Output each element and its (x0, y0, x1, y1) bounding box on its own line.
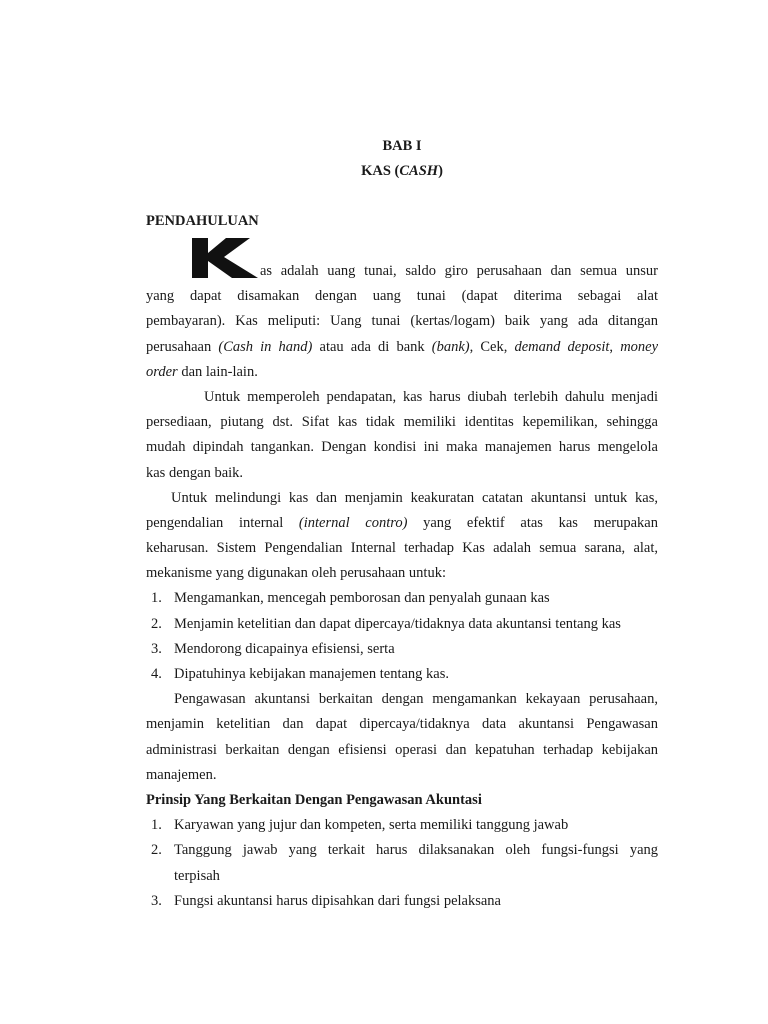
p3-line-3: keharusan. Sistem Pengendalian Internal terhadap Kas adalah semua sarana, alat, (146, 540, 658, 557)
chapter-heading: BAB I (382, 138, 422, 154)
p1-line-2: yang dapat disamakan dengan uang tunai (dapat diterima sebagai alat (146, 288, 658, 305)
p3-line-2: pengendalian internal (internal contro) yang efektif atas kas merupakan (146, 514, 658, 531)
p1-line-5: order dan lain-lain. (146, 363, 258, 380)
p2-line-3: mudah dipindah tangankan. Dengan kondisi ini maka manajemen harus mengelola (146, 439, 658, 456)
list-item: 4. Dipatuhinya kebijakan manajemen tentang kas. (151, 666, 450, 682)
p2-line-2: persediaan, piutang dst. Sifat kas tidak memiliki identitas kepemilikan, sehingga (146, 414, 658, 431)
list-item: 2. Tanggung jawab yang terkait harus dilaksanakan oleh fungsi-fungsi yang (151, 842, 658, 859)
p4-line-1: Pengawasan akuntansi berkaitan dengan mengamankan kekayaan perusahaan, (174, 691, 658, 708)
p2-line-4: kas dengan baik. (146, 464, 244, 481)
list-item: 1. Mengamankan, mencegah pemborosan dan penyalah gunaan kas (151, 590, 550, 607)
p2-line-1: Untuk memperoleh pendapatan, kas harus diubah terlebih dahulu menjadi (204, 388, 658, 405)
list-item: 3. Fungsi akuntansi harus dipisahkan dari fungsi pelaksana (151, 892, 501, 909)
p1-line-1: as adalah uang tunai, saldo giro perusahaan dan semua unsur (260, 263, 658, 279)
list-item-continuation: terpisah (174, 867, 220, 884)
p1-line-4: perusahaan (Cash in hand) atau ada di bank (bank), Cek, demand deposit, money (146, 338, 658, 355)
p4-line-3: administrasi berkaitan dengan efisiensi operasi dan kepatuhan terhadap kebijakan (146, 741, 658, 758)
text-flow (146, 259, 658, 914)
p3-line-4: mekanisme yang digunakan oleh perusahaan untuk: (146, 565, 446, 582)
section-heading-intro: PENDAHULUAN (146, 213, 259, 229)
list-item: 3. Mendorong dicapainya efisiensi, serta (151, 640, 395, 657)
section-heading-principles: Prinsip Yang Berkaitan Dengan Pengawasan Akuntasi (146, 791, 482, 808)
list-item: 1. Karyawan yang jujur dan kompeten, serta memiliki tanggung jawab (151, 817, 569, 834)
document-body (146, 134, 658, 909)
p4-line-4: manajemen. (146, 766, 217, 783)
title-italic: CASH (399, 163, 439, 179)
p3-line-1: Untuk melindungi kas dan menjamin keakuratan catatan akuntansi untuk kas, (171, 489, 658, 506)
p4-line-2: menjamin ketelitian dan dapat dipercaya/tidaknya data akuntansi Pengawasan (146, 716, 658, 733)
list-item: 2. Menjamin ketelitian dan dapat dipercaya/tidaknya data akuntansi tentang kas (151, 615, 621, 632)
chapter-title: KAS (CASH) (361, 163, 443, 179)
p1-line-3: pembayaran). Kas meliputi: Uang tunai (kertas/logam) baik yang ada ditangan (146, 313, 658, 330)
